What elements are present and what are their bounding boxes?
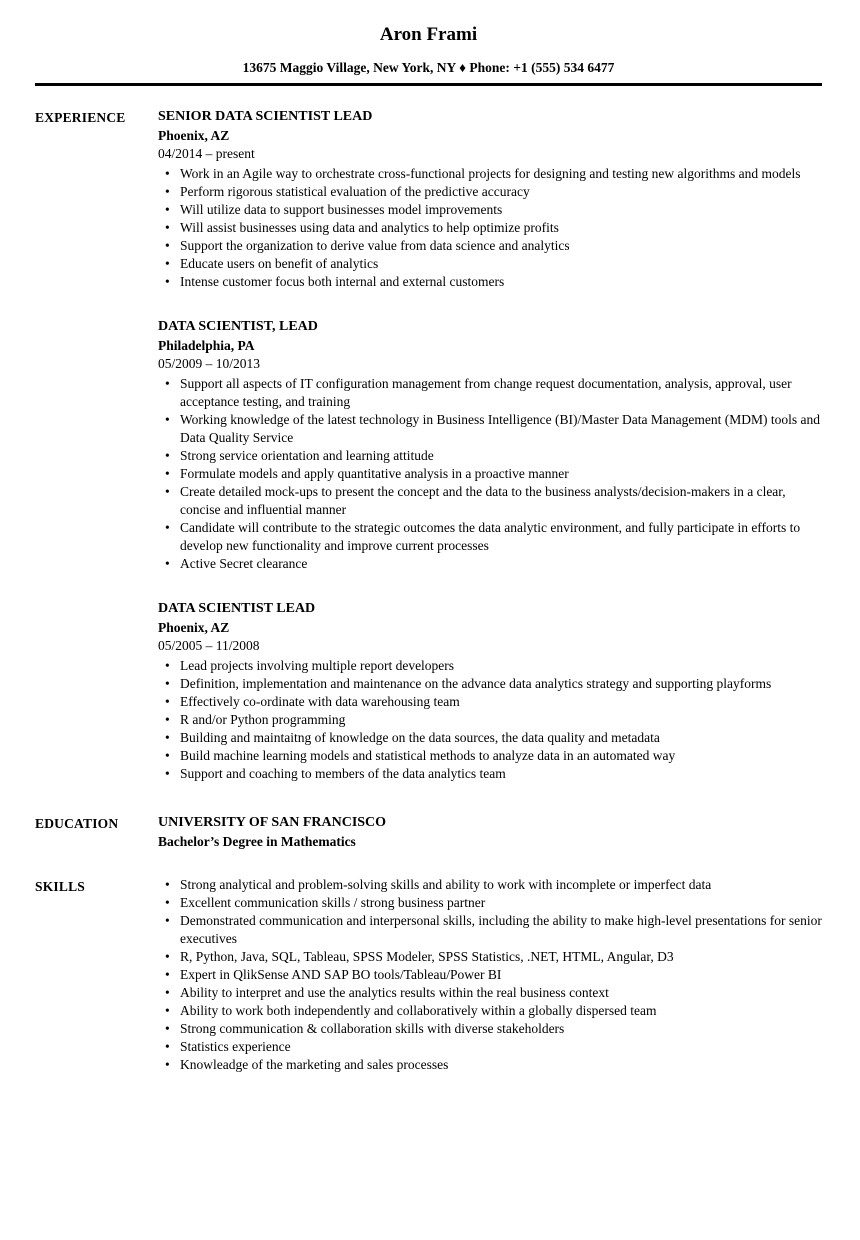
job-entry bbox=[158, 107, 822, 291]
list-item: • Perform rigorous statistical evaluation of the predictive accuracy bbox=[158, 183, 822, 201]
job-bullet-list bbox=[158, 375, 822, 573]
list-item: • Active Secret clearance bbox=[158, 555, 822, 573]
skills-section-label: SKILLS bbox=[35, 879, 85, 894]
job-location: Phoenix, AZ bbox=[158, 620, 230, 635]
job-bullet-list bbox=[158, 165, 822, 291]
list-item: • Candidate will contribute to the strategic outcomes the data analytic environment, and fully participate in efforts to develop new functionality and improve current processes bbox=[158, 519, 822, 555]
list-item: • Support and coaching to members of the data analytics team bbox=[158, 765, 822, 783]
job-title: DATA SCIENTIST, LEAD bbox=[158, 319, 318, 334]
list-item: • Building and maintaitng of knowledge on the data sources, the data quality and metadata bbox=[158, 729, 822, 747]
resume-header bbox=[35, 24, 822, 76]
list-item: • Ability to work both independently and collaboratively within a globally dispersed team bbox=[158, 1002, 822, 1020]
skills-bullet-list bbox=[158, 876, 822, 1074]
list-item: • Intense customer focus both internal and external customers bbox=[158, 273, 822, 291]
list-item: • Build machine learning models and statistical methods to analyze data in an automated way bbox=[158, 747, 822, 765]
list-item: • Educate users on benefit of analytics bbox=[158, 255, 822, 273]
experience-section-label: EXPERIENCE bbox=[35, 110, 126, 125]
list-item: • Formulate models and apply quantitative analysis in a proactive manner bbox=[158, 465, 822, 483]
list-item: • Work in an Agile way to orchestrate cross-functional projects for designing and testing new algorithms and models bbox=[158, 165, 822, 183]
list-item: • Working knowledge of the latest technology in Business Intelligence (BI)/Master Data Management (MDM) tools and Data Quality Service bbox=[158, 411, 822, 447]
list-item: • Effectively co-ordinate with data warehousing team bbox=[158, 693, 822, 711]
job-dates: 05/2005 – 11/2008 bbox=[158, 638, 260, 653]
list-item: • Support all aspects of IT configuration management from change request documentation, analysis, approval, user acceptance testing, and training bbox=[158, 375, 822, 411]
list-item: • Will utilize data to support businesses model improvements bbox=[158, 201, 822, 219]
experience-content bbox=[158, 107, 822, 783]
job-title: DATA SCIENTIST LEAD bbox=[158, 601, 316, 616]
education-section-label: EDUCATION bbox=[35, 816, 119, 831]
list-item: • Statistics experience bbox=[158, 1038, 822, 1056]
experience-section bbox=[35, 107, 822, 783]
list-item: • Ability to interpret and use the analytics results within the real business context bbox=[158, 984, 822, 1002]
list-item: • R and/or Python programming bbox=[158, 711, 822, 729]
list-item: • Create detailed mock-ups to present the concept and the data to the business analysts/decision-makers in a clear, concise and influential manner bbox=[158, 483, 822, 519]
list-item: • R, Python, Java, SQL, Tableau, SPSS Modeler, SPSS Statistics, .NET, HTML, Angular, D3 bbox=[158, 948, 822, 966]
list-item: • Definition, implementation and maintenance on the advance data analytics strategy and supporting playforms bbox=[158, 675, 822, 693]
job-dates: 04/2014 – present bbox=[158, 146, 255, 161]
skills-content bbox=[158, 876, 822, 1074]
contact-line: 13675 Maggio Village, New York, NY ♦ Phone: +1 (555) 534 6477 bbox=[242, 60, 615, 75]
list-item: • Strong analytical and problem-solving skills and ability to work with incomplete or imperfect data bbox=[158, 876, 822, 894]
job-entry bbox=[158, 599, 822, 783]
list-item: • Strong communication & collaboration skills with diverse stakeholders bbox=[158, 1020, 822, 1038]
list-item: • Support the organization to derive value from data science and analytics bbox=[158, 237, 822, 255]
list-item: • Knowleadge of the marketing and sales processes bbox=[158, 1056, 822, 1074]
candidate-name: Aron Frami bbox=[379, 24, 478, 45]
job-bullet-list bbox=[158, 657, 822, 783]
job-title: SENIOR DATA SCIENTIST LEAD bbox=[158, 109, 373, 124]
degree-name: Bachelor’s Degree in Mathematics bbox=[158, 834, 356, 849]
job-location: Phoenix, AZ bbox=[158, 128, 230, 143]
education-content bbox=[158, 813, 822, 851]
job-location: Philadelphia, PA bbox=[158, 338, 255, 353]
header-divider bbox=[35, 83, 822, 86]
job-dates: 05/2009 – 10/2013 bbox=[158, 356, 261, 371]
list-item: • Will assist businesses using data and analytics to help optimize profits bbox=[158, 219, 822, 237]
list-item: • Lead projects involving multiple report developers bbox=[158, 657, 822, 675]
school-name: UNIVERSITY OF SAN FRANCISCO bbox=[158, 815, 387, 830]
list-item: • Expert in QlikSense AND SAP BO tools/Tableau/Power BI bbox=[158, 966, 822, 984]
list-item: • Demonstrated communication and interpersonal skills, including the ability to make high-level presentations for senior executives bbox=[158, 912, 822, 948]
list-item: • Excellent communication skills / strong business partner bbox=[158, 894, 822, 912]
list-item: • Strong service orientation and learning attitude bbox=[158, 447, 822, 465]
education-section bbox=[35, 813, 822, 851]
job-entry bbox=[158, 317, 822, 573]
skills-section bbox=[35, 876, 822, 1074]
